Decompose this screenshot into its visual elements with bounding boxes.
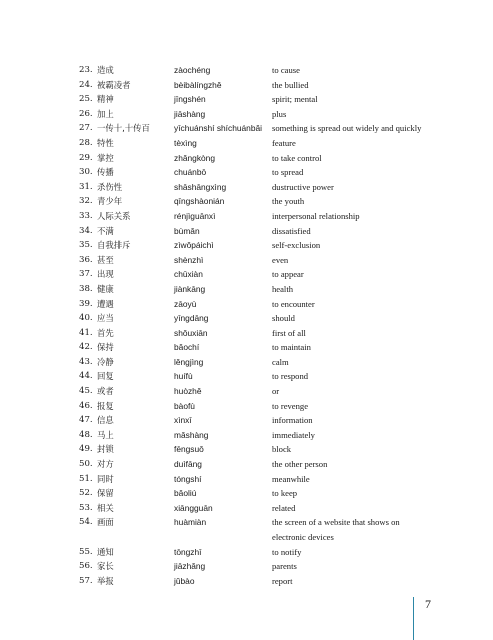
chinese-term: 画面	[97, 517, 114, 528]
english-meaning: dustructive power	[272, 181, 334, 192]
pinyin: rénjìguānxì	[174, 210, 216, 221]
english-meaning: immediately	[272, 429, 315, 440]
english-meaning: to spread	[272, 167, 304, 178]
pinyin: yīngdāng	[174, 313, 209, 324]
vocab-row	[79, 340, 479, 355]
pinyin: bàofù	[174, 400, 195, 411]
pinyin: chuánbō	[174, 167, 207, 178]
vocab-row	[79, 442, 479, 457]
chinese-term: 对方	[97, 459, 114, 470]
chinese-term: 报复	[97, 400, 114, 411]
english-meaning: to respond	[272, 371, 309, 382]
chinese-term: 不满	[97, 225, 114, 236]
entry-number: 57.	[79, 575, 93, 586]
vocab-row	[79, 472, 479, 487]
pinyin: jǔbào	[174, 575, 195, 586]
chinese-term: 加上	[97, 108, 114, 119]
vocab-row	[79, 369, 479, 384]
entry-number: 34.	[79, 225, 93, 236]
entry-number: 30.	[79, 167, 93, 178]
english-meaning: the youth	[272, 196, 305, 207]
entry-number: 24.	[79, 79, 93, 90]
vocab-row	[79, 63, 479, 78]
chinese-term: 回复	[97, 371, 114, 382]
pinyin: tóngshí	[174, 473, 202, 484]
vocab-row	[79, 399, 479, 414]
vocab-row	[79, 559, 479, 574]
pinyin: tèxìng	[174, 137, 197, 148]
pinyin: huòzhě	[174, 386, 202, 397]
english-meaning: to keep	[272, 488, 298, 499]
vocab-row	[79, 428, 479, 443]
english-meaning: spirit; mental	[272, 94, 318, 105]
chinese-term: 人际关系	[97, 210, 131, 221]
chinese-term: 应当	[97, 313, 114, 324]
english-meaning: something is spread out widely and quickly	[272, 123, 422, 134]
chinese-term: 保留	[97, 488, 114, 499]
entry-number: 27.	[79, 123, 93, 134]
entry-number: 51.	[79, 473, 93, 484]
pinyin: jiāshàng	[174, 108, 206, 119]
vocab-row	[79, 486, 479, 501]
pinyin: yīchuánshí shíchuánbǎi	[174, 123, 262, 134]
pinyin: zìwǒpáichì	[174, 240, 214, 251]
entry-number: 26.	[79, 108, 93, 119]
entry-number: 45.	[79, 386, 93, 397]
entry-number: 46.	[79, 400, 93, 411]
vocabulary-list	[79, 63, 479, 588]
entry-number: 33.	[79, 210, 93, 221]
chinese-term: 通知	[97, 546, 114, 557]
chinese-term: 信息	[97, 415, 114, 426]
english-meaning: meanwhile	[272, 473, 310, 484]
vocab-row	[79, 457, 479, 472]
chinese-term: 马上	[97, 429, 114, 440]
pinyin: mǎshàng	[174, 429, 209, 440]
english-meaning: health	[272, 283, 293, 294]
entry-number: 53.	[79, 502, 93, 513]
english-meaning: the other person	[272, 459, 328, 470]
vocab-row	[79, 545, 479, 560]
vocab-row	[79, 413, 479, 428]
entry-number: 43.	[79, 356, 93, 367]
vocab-row	[79, 238, 479, 253]
entry-number: 49.	[79, 444, 93, 455]
chinese-term: 或者	[97, 386, 114, 397]
vocab-row	[79, 267, 479, 282]
vocab-row	[79, 194, 479, 209]
chinese-term: 封锁	[97, 444, 114, 455]
entry-number: 42.	[79, 342, 93, 353]
entry-number: 37.	[79, 269, 93, 280]
vocab-row	[79, 107, 479, 122]
vocab-row	[79, 136, 479, 151]
entry-number: 44.	[79, 371, 93, 382]
pinyin: zāoyù	[174, 298, 197, 309]
pinyin: bùmǎn	[174, 225, 200, 236]
vocab-row	[79, 311, 479, 326]
vocab-row	[79, 297, 479, 312]
entry-number: 32.	[79, 196, 93, 207]
vocab-row	[79, 326, 479, 341]
chinese-term: 甚至	[97, 254, 114, 265]
english-meaning: should	[272, 313, 295, 324]
page-number-rule	[413, 597, 422, 640]
english-meaning: dissatisfied	[272, 225, 311, 236]
english-meaning: to encounter	[272, 298, 315, 309]
pinyin: duìfāng	[174, 459, 202, 470]
pinyin: xiāngguān	[174, 502, 213, 513]
entry-number: 31.	[79, 181, 93, 192]
entry-number: 52.	[79, 488, 93, 499]
chinese-term: 造成	[97, 65, 114, 75]
entry-number: 55.	[79, 546, 93, 557]
english-meaning: feature	[272, 137, 296, 148]
pinyin: xìnxī	[174, 415, 192, 426]
english-meaning: interpersonal relationship	[272, 210, 360, 221]
chinese-term: 杀伤性	[97, 181, 123, 192]
english-meaning: related	[272, 502, 296, 513]
chinese-term: 保持	[97, 342, 114, 353]
english-meaning: calm	[272, 356, 289, 367]
vocab-row	[79, 121, 479, 136]
english-meaning: even	[272, 254, 289, 265]
pinyin: jiāzhǎng	[174, 561, 206, 572]
entry-number: 29.	[79, 152, 93, 163]
english-meaning: first of all	[272, 327, 306, 338]
english-meaning: parents	[272, 561, 297, 572]
vocab-row	[79, 209, 479, 224]
chinese-term: 出现	[97, 269, 114, 280]
pinyin: huífù	[174, 371, 193, 382]
vocab-row	[79, 282, 479, 297]
vocab-row	[79, 384, 479, 399]
pinyin: shènzhì	[174, 254, 204, 265]
vocab-row	[79, 78, 479, 93]
pinyin: huàmiàn	[174, 517, 207, 528]
chinese-term: 被霸凌者	[97, 79, 131, 90]
entry-number: 50.	[79, 459, 93, 470]
pinyin: qīngshàonián	[174, 196, 225, 207]
entry-number: 39.	[79, 298, 93, 309]
english-meaning: block	[272, 444, 292, 455]
entry-number: 23.	[79, 65, 93, 75]
vocab-row	[79, 165, 479, 180]
english-meaning: the bullied	[272, 79, 309, 90]
chinese-term: 遭遇	[97, 298, 114, 309]
pinyin: chūxiàn	[174, 269, 203, 280]
entry-number: 47.	[79, 415, 93, 426]
vocab-row	[79, 515, 479, 544]
chinese-term: 一传十,十传百	[97, 123, 150, 134]
chinese-term: 相关	[97, 502, 114, 513]
pinyin: lěngjìng	[174, 356, 204, 367]
vocab-row	[79, 224, 479, 239]
pinyin: shǒuxiān	[174, 327, 208, 338]
chinese-term: 冷静	[97, 356, 114, 367]
entry-number: 41.	[79, 327, 93, 338]
vocab-row	[79, 501, 479, 516]
pinyin: zàochéng	[174, 65, 211, 75]
vocab-row	[79, 253, 479, 268]
english-meaning: the screen of a website that shows on electronic devices	[272, 517, 400, 542]
vocab-row	[79, 574, 479, 589]
pinyin: shāshāngxìng	[174, 181, 227, 192]
english-meaning: self-exclusion	[272, 240, 321, 251]
chinese-term: 掌控	[97, 152, 114, 163]
english-meaning: or	[272, 386, 280, 397]
pinyin: zhǎngkòng	[174, 152, 215, 163]
entry-number: 36.	[79, 254, 93, 265]
entry-number: 54.	[79, 517, 93, 528]
english-meaning: to take control	[272, 152, 322, 163]
chinese-term: 家长	[97, 561, 114, 572]
pinyin: tōngzhī	[174, 546, 202, 557]
entry-number: 28.	[79, 137, 93, 148]
vocab-row	[79, 355, 479, 370]
vocab-row	[79, 180, 479, 195]
chinese-term: 特性	[97, 137, 114, 148]
english-meaning: report	[272, 575, 293, 586]
english-meaning: to cause	[272, 65, 300, 75]
entry-number: 48.	[79, 429, 93, 440]
pinyin: fēngsuǒ	[174, 444, 204, 455]
pinyin: bǎoliú	[174, 488, 197, 499]
vocab-row	[79, 151, 479, 166]
entry-number: 40.	[79, 313, 93, 324]
chinese-term: 自我排斥	[97, 240, 131, 251]
chinese-term: 举报	[97, 575, 114, 586]
chinese-term: 青少年	[97, 196, 123, 207]
vocab-row	[79, 92, 479, 107]
pinyin: bǎochí	[174, 342, 200, 353]
english-meaning: plus	[272, 108, 287, 119]
chinese-term: 健康	[97, 283, 114, 294]
chinese-term: 同时	[97, 473, 114, 484]
entry-number: 38.	[79, 283, 93, 294]
page-number: 7	[425, 597, 431, 611]
entry-number: 35.	[79, 240, 93, 251]
english-meaning: to notify	[272, 546, 302, 557]
chinese-term: 首先	[97, 327, 114, 338]
pinyin: bèibàlíngzhě	[174, 79, 222, 90]
entry-number: 56.	[79, 561, 93, 572]
english-meaning: to maintain	[272, 342, 311, 353]
english-meaning: to revenge	[272, 400, 309, 411]
english-meaning: to appear	[272, 269, 304, 280]
entry-number: 25.	[79, 94, 93, 105]
chinese-term: 传播	[97, 167, 114, 178]
english-meaning: information	[272, 415, 313, 426]
pinyin: jīngshén	[174, 94, 206, 105]
pinyin: jiànkāng	[174, 283, 206, 294]
chinese-term: 精神	[97, 94, 114, 105]
